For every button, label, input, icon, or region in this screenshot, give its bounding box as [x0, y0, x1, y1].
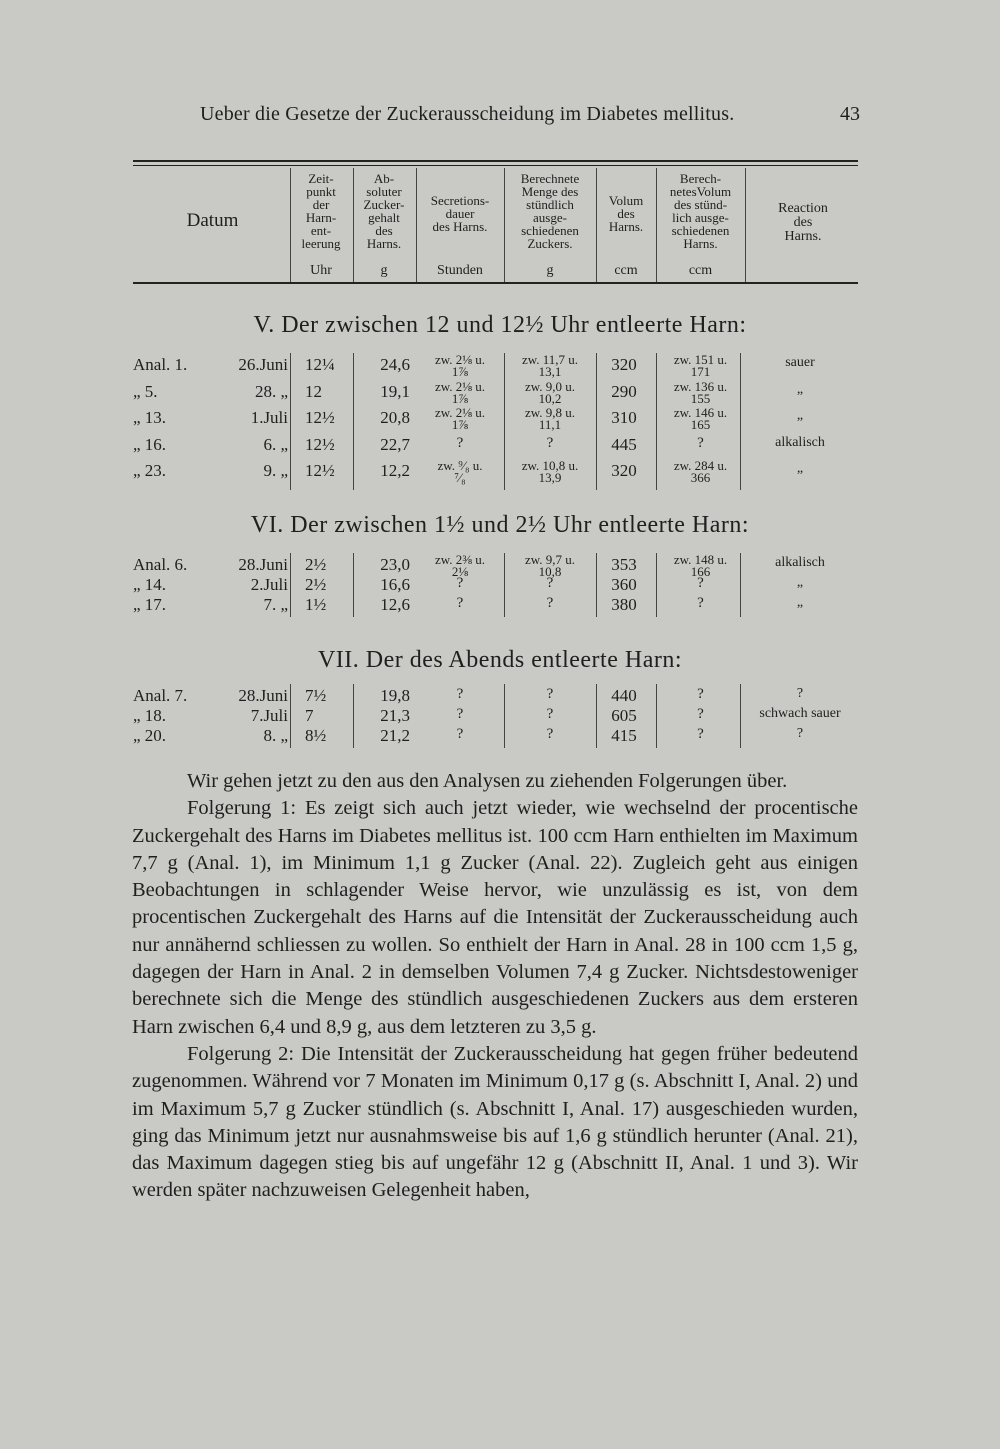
column-header-datum	[150, 172, 275, 231]
cell-date: 9. „	[263, 461, 288, 480]
column-label: Ab- soluter Zucker- gehalt des Harns.	[363, 171, 405, 251]
cell-date: 6. „	[263, 434, 288, 454]
cell-volume: 320	[611, 355, 637, 374]
paragraph: Folgerung 2: Die Intensität der Zuckerausscheidung hat gegen früher bedeutend zugenommen. Während vor 7 Monaten im Minimum 0,17 g (s. Abschnitt I, Anal. 2) und im Maximum 5,7 g Zucker stündlich (s. Abschnitt I, Anal. 17) ausgeschieden wurden, ging das Minimum jetzt nur ausnahmsweise bis auf 1,6 g stündlich herunter (Anal. 21), das Maximum dagegen stieg bis auf ungefähr 12 g (Abschnitt II, Anal. 1 und 3). Wir werden später nachzuweisen Gelegenheit haben,	[132, 1042, 858, 1202]
cell-reaction: sauer	[785, 355, 815, 370]
cell-duration: zw. 2⅛ u. 1⅞	[434, 378, 486, 406]
column-divider	[353, 684, 354, 748]
cell-duration: zw. 2⅜ u. 2⅛	[434, 552, 486, 579]
cell-label: „ 18.	[133, 706, 167, 725]
cell-hourly-volume: zw. 136 u. 155	[673, 378, 728, 406]
cell-volume: 320	[611, 461, 637, 480]
cell-volume: 290	[611, 381, 637, 401]
cell-label: „ 13.	[133, 408, 167, 427]
page-number: 43	[840, 103, 860, 125]
header-divider	[745, 168, 746, 282]
column-header-duration	[416, 172, 504, 278]
column-divider	[290, 553, 291, 617]
cell-time: 12½	[305, 461, 335, 480]
section-title-vii: VII. Der des Abends entleerte Harn:	[317, 647, 683, 673]
cell-duration: zw. 2⅛ u. 1⅞	[434, 405, 486, 432]
cell-time: 7½	[305, 686, 327, 705]
column-divider	[290, 684, 291, 748]
cell-duration: ?	[456, 434, 464, 451]
cell-volume: 445	[611, 434, 637, 454]
column-unit: ccm	[614, 263, 638, 278]
cell-date: 28.Juni	[238, 686, 288, 705]
cell-volume: 605	[611, 706, 637, 725]
cell-sugar: 24,6	[380, 355, 410, 374]
column-header-volume	[596, 172, 656, 278]
cell-hourly-volume: ?	[697, 726, 704, 742]
cell-hourly-volume: ?	[697, 434, 704, 451]
column-label: Berech- netesVolum des stünd- lich ausge- schiedenen Harns.	[669, 171, 732, 251]
cell-hourly-sugar: ?	[546, 434, 554, 451]
column-unit: g	[546, 263, 554, 278]
column-divider	[353, 353, 354, 490]
cell-label: „ 16.	[133, 434, 167, 454]
paragraph: Folgerung 1: Es zeigt sich auch jetzt wieder, wie wechselnd der procentische Zuckergehalt des Harns im Diabetes mellitus ist. 100 ccm Harn enthielten im Maximum 7,7 g (Anal. 1), im Minimum 1,1 g Zucker (Anal. 22). Zugleich geht aus einigen Beobachtungen in schlagender Weise hervor, wie unzulässig es ist, von dem procentischen Zuckergehalt des Harns auf die Intensität der Zuckerausscheidung auch nur annähernd schliessen zu wollen. So enthielt der Harn in Anal. 28 in 100 ccm 1,5 g, dagegen der Harn in Anal. 2 in demselben Volumen 7,4 g Zucker. Nichtsdestoweniger berechnete sich die Menge des stündlich ausgeschiedenen Zuckers aus dem ersteren Harn zwischen 6,4 und 8,9 g, aus dem letzteren zu 3,5 g.	[132, 797, 858, 1038]
cell-hourly-sugar: ?	[546, 575, 554, 591]
cell-hourly-volume: ?	[697, 575, 704, 591]
cell-time: 1½	[305, 595, 327, 614]
cell-date: 1.Juli	[250, 408, 288, 427]
cell-date: 7.Juli	[250, 706, 288, 725]
cell-hourly-sugar: ?	[546, 706, 554, 722]
column-label: Reaction des Harns.	[778, 201, 828, 244]
cell-date: 26.Juni	[238, 355, 288, 374]
cell-hourly-sugar: zw. 9,0 u. 10,2	[524, 378, 576, 406]
cell-sugar: 20,8	[380, 408, 410, 427]
cell-sugar: 12,2	[380, 461, 410, 480]
cell-time: 8½	[305, 726, 327, 745]
column-header-hourly-volume	[656, 171, 745, 278]
column-unit: ccm	[688, 263, 713, 278]
cell-sugar: 21,3	[380, 706, 410, 725]
cell-reaction: „	[796, 408, 804, 423]
cell-time: 12½	[305, 434, 335, 454]
cell-reaction: „	[796, 575, 804, 590]
cell-hourly-sugar: zw. 9,7 u. 10,8	[524, 552, 576, 579]
cell-hourly-sugar: ?	[546, 595, 554, 611]
cell-sugar: 19,8	[380, 686, 410, 705]
cell-date: 28. „	[254, 381, 288, 401]
table-top-rule	[133, 160, 858, 162]
cell-date: 8. „	[263, 726, 288, 745]
section-title-v: V. Der zwischen 12 und 12½ Uhr entleerte Harn:	[253, 312, 747, 338]
cell-date: 28.Juni	[238, 555, 288, 574]
cell-hourly-volume: zw. 148 u. 166	[673, 552, 728, 579]
paragraph: Wir gehen jetzt zu den aus den Analysen zu ziehenden Folgerungen über.	[187, 770, 788, 792]
cell-label: „ 20.	[133, 726, 167, 745]
cell-reaction: „	[796, 595, 804, 610]
cell-label: Anal. 1.	[133, 355, 188, 374]
cell-duration: ?	[456, 726, 464, 742]
column-divider	[290, 353, 291, 490]
cell-hourly-sugar: zw. 11,7 u. 13,1	[521, 352, 579, 379]
cell-hourly-sugar: zw. 10,8 u. 13,9	[521, 458, 579, 485]
cell-reaction: „	[796, 461, 804, 476]
cell-hourly-volume: zw. 151 u. 171	[673, 352, 728, 379]
body-text	[132, 768, 858, 1205]
cell-volume: 440	[611, 686, 637, 705]
column-label: Datum	[186, 210, 239, 231]
cell-volume: 310	[611, 408, 637, 427]
cell-hourly-volume: ?	[697, 595, 704, 611]
column-header-time	[288, 171, 354, 278]
cell-label: Anal. 7.	[133, 686, 188, 705]
cell-reaction: ?	[796, 726, 804, 741]
cell-sugar: 19,1	[380, 381, 410, 401]
cell-volume: 415	[611, 726, 637, 745]
cell-hourly-sugar: ?	[546, 686, 554, 702]
section-title-vi: VI. Der zwischen 1½ und 2½ Uhr entleerte Harn:	[250, 512, 750, 538]
cell-time: 12¼	[305, 355, 335, 374]
column-header-sugar	[352, 171, 416, 278]
column-label: Secretions- dauer des Harns.	[430, 193, 490, 234]
cell-duration: ?	[456, 595, 464, 611]
cell-reaction: schwach sauer	[759, 706, 841, 721]
cell-volume: 380	[611, 595, 637, 614]
column-label: Zeit- punkt der Harn- ent- leerung	[301, 171, 341, 251]
cell-reaction: alkalisch	[775, 434, 825, 450]
cell-volume: 360	[611, 575, 637, 594]
cell-hourly-volume: ?	[697, 706, 704, 722]
cell-time: 2½	[305, 575, 327, 594]
cell-sugar: 23,0	[380, 555, 410, 574]
column-unit: Stunden	[437, 263, 483, 278]
cell-hourly-sugar: zw. 9,8 u. 11,1	[524, 405, 576, 432]
cell-time: 7	[305, 706, 314, 725]
table-header-rule	[133, 282, 858, 284]
cell-sugar: 16,6	[380, 575, 410, 594]
cell-duration: ?	[456, 575, 464, 591]
cell-label: „ 5.	[133, 381, 158, 401]
cell-reaction: alkalisch	[775, 555, 825, 570]
cell-date: 7. „	[263, 595, 288, 614]
column-header-hourly-sugar	[504, 171, 596, 278]
cell-duration: ?	[456, 686, 464, 702]
cell-sugar: 22,7	[380, 434, 410, 454]
cell-label: Anal. 6.	[133, 555, 188, 574]
cell-label: „ 14.	[133, 575, 167, 594]
cell-duration: ?	[456, 706, 464, 722]
cell-sugar: 12,6	[380, 595, 410, 614]
cell-duration: zw. ⁹⁄₈ u. ⁷⁄₈	[437, 458, 483, 485]
running-title: Ueber die Gesetze der Zuckerausscheidung im Diabetes mellitus.	[200, 103, 735, 125]
column-label: Berechnete Menge des stündlich ausge- schiedenen Zuckers.	[520, 171, 580, 251]
running-head	[200, 103, 860, 133]
column-divider	[353, 553, 354, 617]
cell-label: „ 17.	[133, 595, 167, 614]
cell-time: 12½	[305, 408, 335, 427]
cell-volume: 353	[611, 555, 637, 574]
cell-hourly-sugar: ?	[546, 726, 554, 742]
cell-reaction: „	[796, 381, 804, 397]
cell-time: 12	[305, 381, 322, 401]
table-top-rule-thin	[133, 165, 858, 166]
column-label: Volum des Harns.	[608, 193, 644, 234]
cell-label: „ 23.	[133, 461, 167, 480]
cell-sugar: 21,2	[380, 726, 410, 745]
cell-date: 2.Juli	[250, 575, 288, 594]
column-unit: g	[380, 263, 388, 278]
cell-duration: zw. 2⅛ u. 1⅞	[434, 352, 486, 379]
cell-hourly-volume: zw. 284 u. 366	[673, 458, 728, 485]
cell-time: 2½	[305, 555, 327, 574]
column-unit: Uhr	[310, 263, 332, 278]
cell-reaction: ?	[796, 686, 804, 701]
cell-hourly-volume: ?	[697, 686, 704, 702]
column-header-reaction	[748, 172, 858, 244]
cell-hourly-volume: zw. 146 u. 165	[673, 405, 728, 432]
